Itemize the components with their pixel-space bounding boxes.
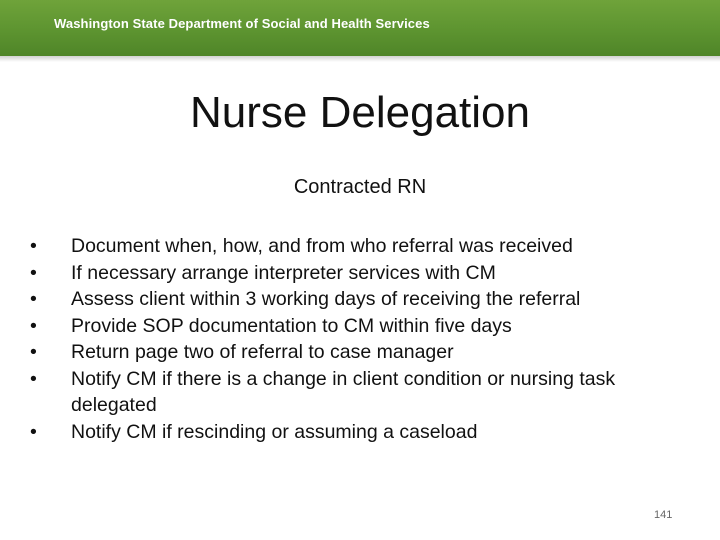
bullet-item — [30, 339, 695, 366]
bullet-text: Assess client within 3 working days of receiving the referral — [71, 288, 581, 310]
bullet-item — [30, 286, 695, 313]
bullet-item — [30, 233, 695, 260]
bullet-text: Provide SOP documentation to CM within five days — [71, 314, 512, 337]
header-band — [0, 0, 720, 56]
bullet-icon: • — [30, 314, 37, 337]
slide-title: Nurse Delegation — [190, 88, 530, 137]
slide-subtitle: Contracted RN — [293, 176, 427, 198]
bullet-icon: • — [30, 288, 37, 310]
bullet-text: If necessary arrange interpreter services with CM — [71, 261, 496, 284]
bullet-text: Document when, how, and from who referral was received — [71, 235, 573, 257]
bullet-icon: • — [30, 420, 37, 443]
bullet-item — [30, 313, 695, 340]
header-divider — [0, 56, 720, 62]
bullet-icon: • — [30, 341, 37, 363]
page-number: 141 — [654, 509, 673, 521]
bullet-list — [30, 233, 695, 445]
bullet-item — [30, 366, 695, 419]
bullet-item — [30, 419, 695, 446]
bullet-text: Notify CM if rescinding or assuming a caseload — [71, 420, 478, 443]
bullet-text: Notify CM if there is a change in client condition or nursing task delegated — [71, 367, 616, 416]
bullet-text: Return page two of referral to case manager — [71, 341, 454, 363]
header-title: Washington State Department of Social and Health Services — [54, 16, 430, 31]
bullet-icon: • — [30, 261, 37, 284]
bullet-icon: • — [30, 235, 37, 257]
bullet-icon: • — [30, 367, 37, 390]
bullet-item — [30, 260, 695, 287]
